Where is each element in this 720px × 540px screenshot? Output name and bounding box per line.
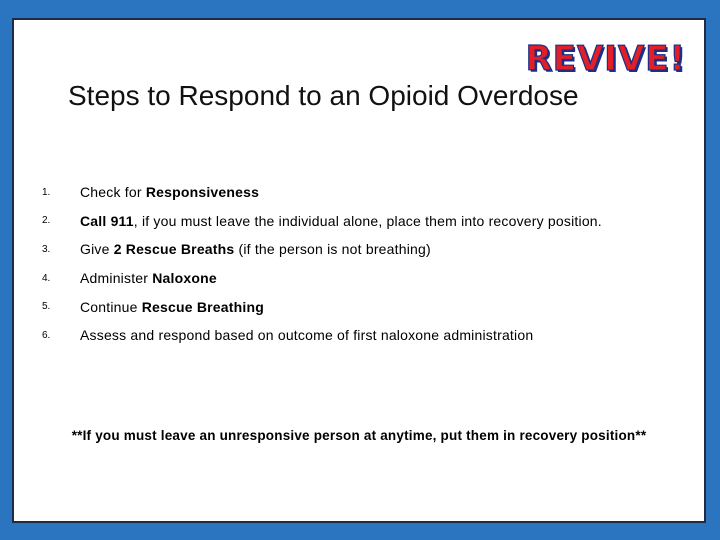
- step-number: 3.: [42, 243, 51, 255]
- step-item: [42, 321, 682, 350]
- step-text: Continue Rescue Breathing: [80, 298, 264, 315]
- step-text: Call 911, if you must leave the individual alone, place them into recovery position.: [80, 212, 602, 229]
- step-number: 6.: [42, 329, 51, 341]
- step-item: [42, 292, 682, 321]
- step-number: 4.: [42, 272, 51, 284]
- revive-logo: REVIVE!: [525, 39, 686, 79]
- step-text: Give 2 Rescue Breaths (if the person is not breathing): [80, 241, 431, 258]
- step-item: [42, 264, 682, 293]
- slide: [12, 18, 706, 523]
- step-number: 1.: [42, 186, 51, 198]
- step-item: [42, 207, 682, 236]
- step-number: 2.: [42, 215, 51, 227]
- page-title: Steps to Respond to an Opioid Overdose: [68, 80, 579, 111]
- step-number: 5.: [42, 301, 51, 313]
- step-text: Check for Responsiveness: [80, 184, 260, 201]
- step-item: [42, 235, 682, 264]
- step-item: [42, 178, 682, 207]
- recovery-note: **If you must leave an unresponsive person at anytime, put them in recovery position**: [71, 428, 647, 443]
- step-text: Administer Naloxone: [80, 270, 217, 287]
- step-text: Assess and respond based on outcome of first naloxone administration: [80, 327, 534, 344]
- steps-list: [42, 178, 682, 350]
